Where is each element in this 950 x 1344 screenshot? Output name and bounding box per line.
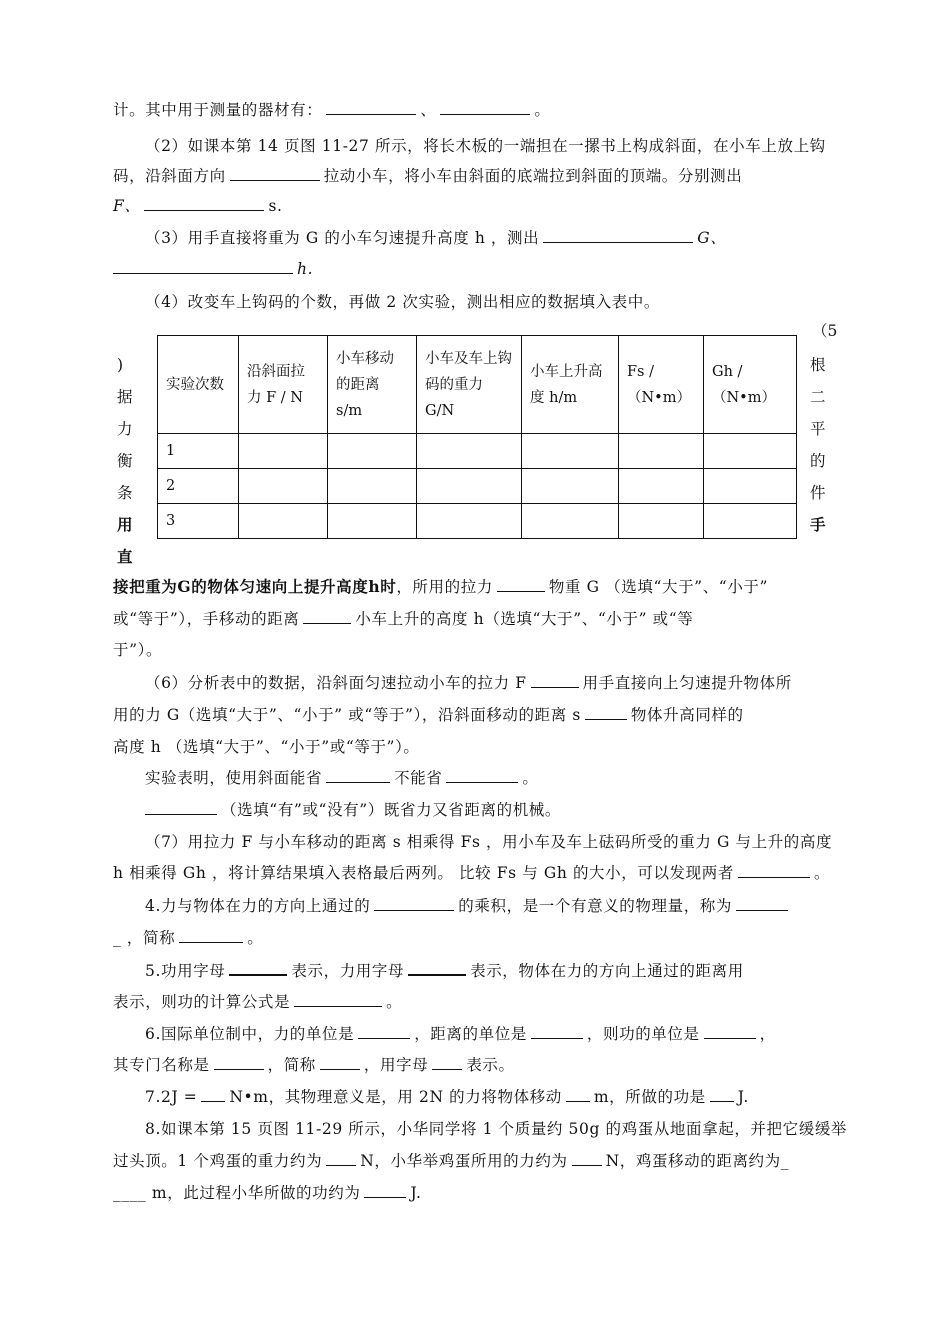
blank[interactable] — [326, 1151, 356, 1166]
side-left: ) 据 力 衡 条 用 直 — [117, 356, 133, 566]
question-8a: 8.如课本第 15 页图 11-29 所示，小华同学将 1 个质量约 50g 的鸡蛋从地面拿起，并把它缓缓举 — [145, 1120, 848, 1138]
blank[interactable] — [230, 166, 320, 181]
table-header: Fs /（N•m） — [619, 336, 704, 434]
table-cell: 2 — [158, 469, 239, 504]
question-8b: 过头顶。1 个鸡蛋的重力约为 N，小华举鸡蛋所用的力约为 N，鸡蛋移动的距离约为_ — [113, 1152, 790, 1170]
blank[interactable] — [531, 673, 579, 688]
question-5a: 5.功用字母 表示，力用字母 表示，物体在力的方向上通过的距离用 — [145, 962, 744, 980]
para-6a: （6）分析表中的数据，沿斜面匀速拉动小车的拉力 F 用手直接向上匀速提升物体所 — [145, 674, 792, 692]
table-header-row — [158, 336, 797, 434]
para-3a: （3）用手直接将重为 G 的小车匀速提升高度 h ，测出 G、 — [145, 229, 727, 247]
question-8c: ____ m，此过程小华所做的功约为 J. — [113, 1184, 422, 1202]
side-right: 根 二 平 的 件 手 — [810, 356, 826, 534]
table-cell: 1 — [158, 434, 239, 469]
blank[interactable] — [358, 1024, 410, 1039]
blank[interactable] — [145, 800, 217, 815]
para-3b: h. — [113, 259, 313, 279]
blank[interactable] — [326, 100, 416, 115]
para-2c: F、 s. — [113, 197, 283, 215]
blank[interactable] — [440, 100, 530, 115]
blank[interactable] — [566, 1087, 590, 1102]
question-5b: 表示，则功的计算公式是 。 — [113, 993, 403, 1011]
table-header: Gh /（N•m） — [704, 336, 797, 434]
blank[interactable] — [374, 896, 454, 911]
blank[interactable] — [113, 259, 293, 274]
blank[interactable] — [432, 1055, 462, 1070]
para-6e: （选填“有”或“没有”）既省力又省距离的机械。 — [145, 800, 561, 820]
blank[interactable] — [704, 1024, 756, 1039]
table-row — [158, 469, 797, 504]
blank[interactable] — [320, 1055, 360, 1070]
blank[interactable] — [736, 896, 788, 911]
para-7b: h 相乘得 Gh ，将计算结果填入表格最后两列。 比较 Fs 与 Gh 的大小，可以发现两者 。 — [113, 864, 831, 882]
question-4b: _ ，简称 。 — [113, 929, 264, 947]
data-table — [157, 335, 797, 539]
blank[interactable] — [738, 863, 810, 878]
blank[interactable] — [144, 196, 264, 211]
blank[interactable] — [543, 228, 693, 243]
blank[interactable] — [303, 609, 351, 624]
table-header: 沿斜面拉力 F / N — [239, 336, 328, 434]
blank[interactable] — [229, 960, 287, 976]
para-2b: 码，沿斜面方向 拉动小车，将小车由斜面的底端拉到斜面的顶端。分别测出 — [113, 167, 743, 185]
blank[interactable] — [294, 992, 382, 1007]
blank[interactable] — [585, 705, 627, 720]
table-header: 小车上升高度 h/m — [522, 336, 619, 434]
blank[interactable] — [408, 960, 466, 976]
question-7: 7.2J = N•m，其物理意义是，用 2N 的力将物体移动 m，所做的功是 J. — [145, 1088, 749, 1106]
para-6c: 高度 h （选填“大于”、“小于”或“等于”）。 — [113, 738, 420, 756]
side-right-top: （5 — [812, 322, 838, 340]
blank[interactable] — [710, 1087, 734, 1102]
para-5c: 于”）。 — [113, 641, 163, 659]
table-header: 实验次数 — [158, 336, 239, 434]
blank[interactable] — [364, 1183, 406, 1198]
para-4: （4）改变车上钩码的个数，再做 2 次实验，测出相应的数据填入表中。 — [145, 293, 660, 311]
para-2a: （2）如课本第 14 页图 11-27 所示，将长木板的一端担在一摞书上构成斜面，在小车上放上钩 — [145, 137, 826, 155]
blank[interactable] — [214, 1055, 264, 1070]
para-7a: （7）用拉力 F 与小车移动的距离 s 相乘得 Fs ，用小车及车上砝码所受的重力 G 与上升的高度 — [145, 833, 833, 851]
question-6b: 其专门名称是 ，简称 ，用字母 表示。 — [113, 1056, 515, 1074]
para-6d: 实验表明，使用斜面能省 不能省 。 — [145, 769, 539, 787]
line-1: 计。其中用于测量的器材有： 、 。 — [113, 101, 551, 119]
blank[interactable] — [572, 1151, 602, 1166]
table-cell: 3 — [158, 504, 239, 539]
para-5a: 接把重为G的物体匀速向上提升高度h时，所用的拉力 物重 G （选填“大于”、“小于” — [113, 577, 769, 596]
para-6b: 用的力 G（选填“大于”、“小于” 或“等于”），沿斜面移动的距离 s 物体升高同样的 — [113, 706, 744, 724]
table-header: 小车移动的距离 s/m — [328, 336, 417, 434]
table-row — [158, 434, 797, 469]
blank[interactable] — [497, 577, 545, 592]
question-6a: 6.国际单位制中，力的单位是 ，距离的单位是 ，则功的单位是 ， — [145, 1025, 776, 1043]
blank[interactable] — [326, 768, 390, 783]
blank[interactable] — [179, 928, 243, 943]
blank[interactable] — [201, 1087, 225, 1102]
blank[interactable] — [446, 768, 518, 783]
para-5b: 或“等于”），手移动的距离 小车上升的高度 h（选填“大于”、“小于” 或“等 — [113, 610, 694, 628]
blank[interactable] — [531, 1024, 583, 1039]
question-4a: 4.力与物体在力的方向上通过的 的乘积，是一个有意义的物理量，称为 — [145, 896, 792, 916]
table-row — [158, 504, 797, 539]
table-header: 小车及车上钩码的重力 G/N — [417, 336, 522, 434]
